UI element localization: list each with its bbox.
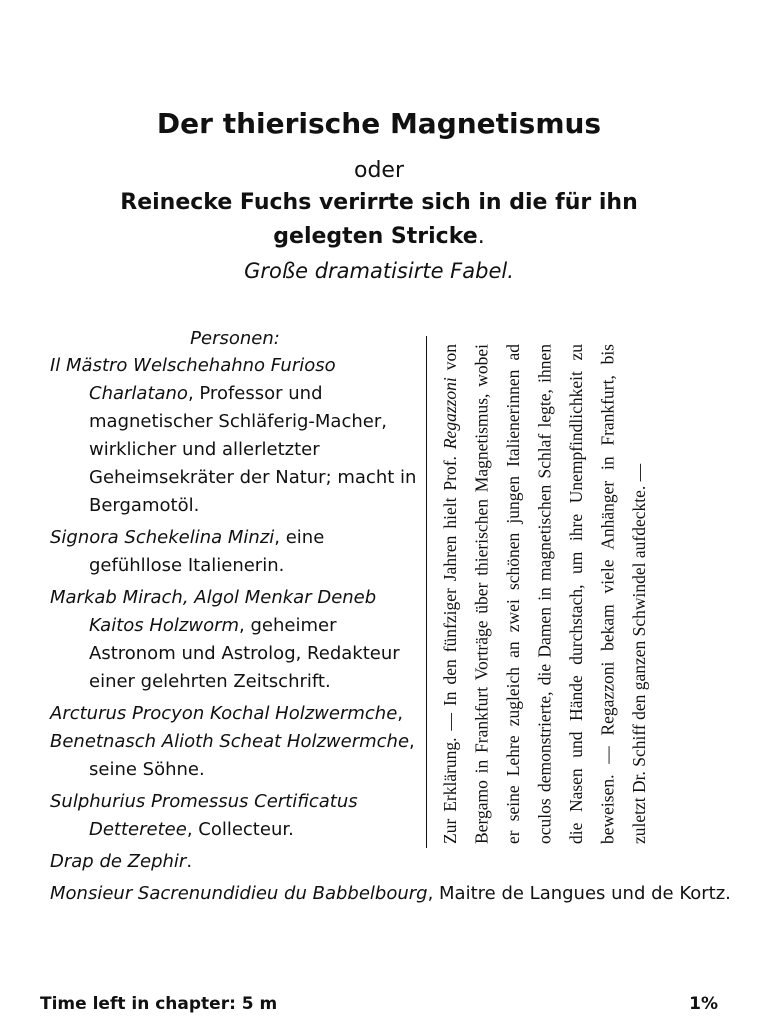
character-description: , geheimer Astronom und Astrolog, Redakteur einer gelehrten Zeitschrift. [89,615,400,692]
character-name: Benetnasch Alioth Scheat Holzwermche [50,731,410,752]
rotated-footnote-text [435,344,715,844]
footnote-part-1: Zur Erklärung. — In den fünfziger Jahren hielt Prof. [440,456,460,844]
cast-heading: Personen: [190,328,280,349]
chapter-time-left: Time left in chapter: 5 m [40,994,278,1014]
footnote-name: Regazzoni [440,377,460,450]
footnote-part-2: von Bergamo in Frankfurt Vorträge über thierischen Magnetismus, wobei er seine Lehre zugleich an zwei schönen jungen Italienerinnen ad oculos demonstrierte, die Damen in magnetischen Schlaf legte, ihnen die Nasen und Hände durchstach, um ihre Unempfindlichkeit zu beweisen. — Regazzoni bekam viele Anhänger in Frankfurt, bis zuletzt Dr. Schiff den ganzen Schwindel aufdeckte. — [440,343,649,844]
genre-line: Große dramatisirte Fabel. [244,259,514,283]
character-name: Arcturus Procyon Kochal Holzwermche [50,703,398,724]
character-name: Il Mästro Welschehahno Furioso Charlatano [50,355,336,404]
reading-progress: 1% [689,994,718,1014]
character-name: Sulphurius Promessus Certificatus Detteretee [50,791,358,840]
character-description: , [397,703,404,724]
cast-entry [50,848,422,876]
character-name: Monsieur Sacrenundidieu du Babbelbourg [50,883,428,904]
character-description: , seine Söhne. [89,731,415,780]
subtitle [72,186,686,254]
character-description: , Professor und magnetischer Schläferig-Macher, wirklicher und allerletzter Geheimsekräter der Natur; macht in Bergamotöl. [89,383,417,516]
cast-entry [50,880,739,908]
subtitle-period: . [477,224,485,249]
cast-entry [50,788,422,844]
rotated-footnote-box [426,336,715,848]
character-description: , Collecteur. [186,819,294,840]
page-title: Der thierische Magnetismus [156,107,602,140]
cast-entry [50,700,422,728]
character-name: Drap de Zephir [50,851,187,872]
character-name: Markab Mirach, Algol Menkar Deneb Kaitos Holzworm [50,587,377,636]
title-conjunction: oder [353,158,404,183]
character-description: . [186,851,193,872]
character-name: Signora Schekelina Minzi [50,527,275,548]
character-description: , Maitre de Langues und de Kortz. [427,883,731,904]
cast-entry [50,352,422,520]
cast-entry [50,584,422,696]
subtitle-text: Reinecke Fuchs verirrte sich in die für ihn gelegten Stricke [120,190,638,249]
cast-entry [50,524,422,580]
character-description: , eine gefühllose Italienerin. [89,527,325,576]
cast-entry [50,728,422,784]
